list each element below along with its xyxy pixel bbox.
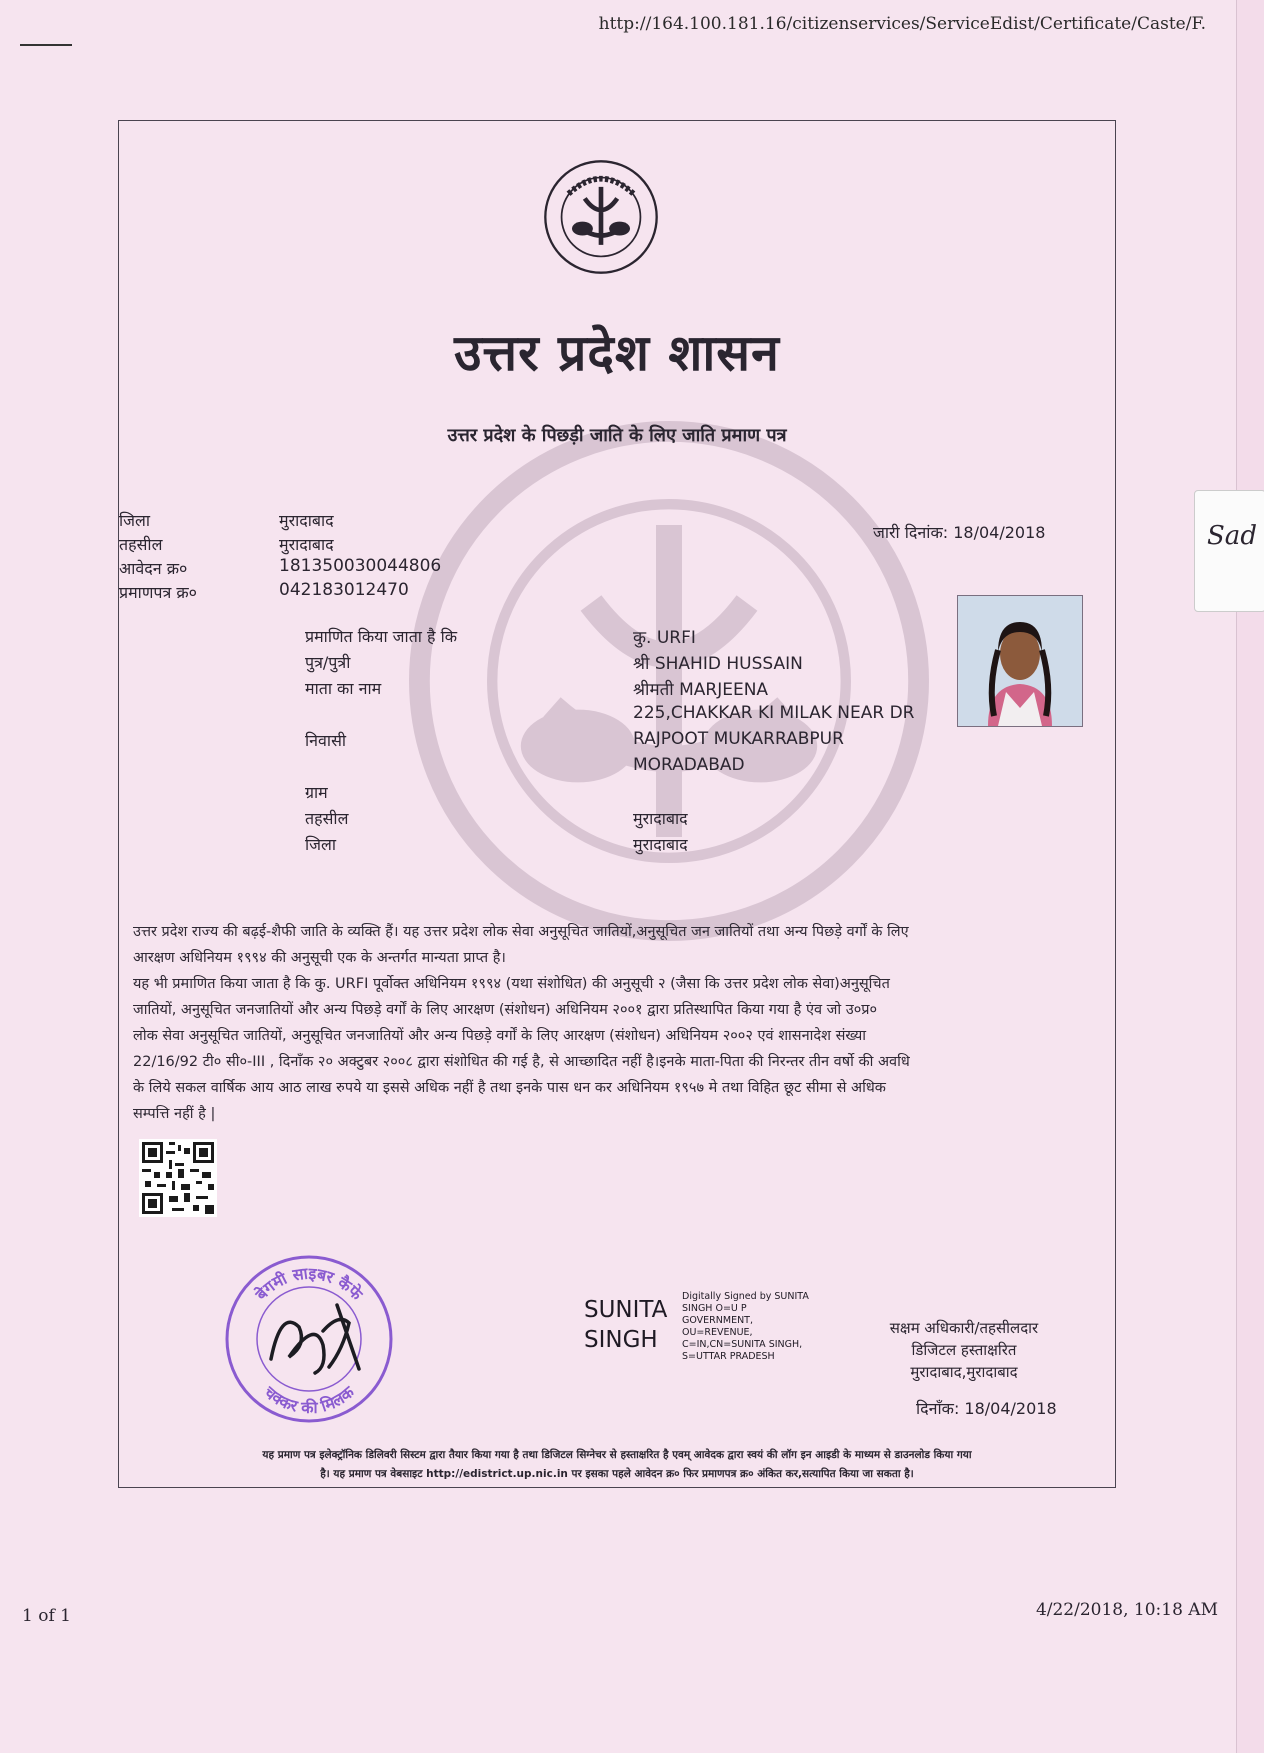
officer-location: मुरादाबाद,मुरादाबाद bbox=[910, 1363, 1018, 1381]
officer-designation: सक्षम अधिकारी/तहसीलदार bbox=[889, 1319, 1039, 1337]
certificate-subtitle: उत्तर प्रदेश के पिछड़ी जाति के लिए जाति प्रमाण पत्र bbox=[447, 425, 787, 446]
qr-code-icon bbox=[139, 1139, 217, 1217]
person-tehsil-label: तहसील bbox=[305, 809, 349, 828]
body-line: यह भी प्रमाणित किया जाता है कि कु. URFI पूर्वोक्त अधिनियम १९९४ (यथा संशोधित) की अनुसूची २ (जैसा कि उत्तर प्रदेश लोक सेवा)अनुसूचित bbox=[133, 976, 890, 992]
body-line: लोक सेवा अनुसूचित जातियों, अनुसूचित जनजातियों और अन्य पिछड़े वर्गों के लिए आरक्षण (संशोधन) अधिनियम २००२ एवं शासनादेश संख्या bbox=[133, 1028, 867, 1044]
applicant-name: कु. URFI bbox=[633, 628, 696, 648]
officer-signature-type: डिजिटल हस्ताक्षरित bbox=[911, 1341, 1017, 1359]
child-of-label: पुत्र/पुत्री bbox=[305, 653, 351, 672]
up-government-emblem-icon bbox=[543, 159, 659, 275]
issuing-officer bbox=[869, 1317, 1059, 1383]
father-name: श्री SHAHID HUSSAIN bbox=[633, 654, 803, 674]
footer-line: है। यह प्रमाण पत्र वेबसाइट http://edistrict.up.nic.in पर इसका पहले आवेदन क्र० फिर प्रमाणपत्र क्र० अंकित कर,सत्यापित किया जा सकता है। bbox=[320, 1468, 914, 1480]
issue-date: जारी दिनांक: 18/04/2018 bbox=[873, 523, 1046, 542]
certificate-frame bbox=[118, 120, 1116, 1488]
body-line: 22/16/92 टी० सी०-III , दिनाँक २० अक्टुबर २००८ द्वारा संशोधित की गई है, से आच्छादित नहीं है।इनके माता-पिता की निरन्तर तीन वर्षो की अवधि bbox=[133, 1054, 910, 1070]
digital-signature-details: Digitally Signed by SUNITA SINGH O=U P GOVERNMENT, OU=REVENUE, C=IN,CN=SUNITA SINGH, S=UTTAR PRADESH bbox=[682, 1291, 809, 1362]
body-line: जातियों, अनुसूचित जनजातियों और अन्य पिछड़े वर्गों के लिए आरक्षण (संशोधन) अधिनियम २००१ द्वारा प्रतिस्थापित किया गया है एंव जो उ०प्र० bbox=[133, 1002, 878, 1018]
stamp-bottom-text: चक्कर की मिलक bbox=[260, 1382, 358, 1418]
address-line: MORADABAD bbox=[633, 755, 745, 775]
applicant-photo bbox=[957, 595, 1083, 727]
side-note-text: Sad bbox=[1207, 521, 1257, 551]
handwritten-signature bbox=[271, 1305, 359, 1373]
body-line: के लिये सकल वार्षिक आय आठ लाख रुपये या इससे अधिक नहीं है तथा इनके पास धन कर अधिनियम १९५७ मे तथा विहित छूट सीमा से अधिक bbox=[133, 1080, 886, 1096]
print-timestamp: 4/22/2018, 10:18 AM bbox=[1035, 1600, 1218, 1620]
body-line: आरक्षण अधिनियम १९९४ की अनुसूची एक के अन्तर्गत मान्यता प्राप्त है। bbox=[133, 950, 506, 966]
print-page-count: 1 of 1 bbox=[22, 1606, 71, 1626]
certificate-body bbox=[133, 919, 1099, 1127]
side-sticky-note bbox=[1194, 490, 1264, 612]
application-number: 181350030044806 bbox=[279, 556, 442, 576]
resident-label: निवासी bbox=[305, 731, 347, 750]
address-line: RAJPOOT MUKARRABPUR bbox=[633, 729, 844, 749]
application-number-label: आवेदन क्र० bbox=[119, 559, 188, 578]
district-value: मुरादाबाद bbox=[279, 511, 334, 530]
body-line: उत्तर प्रदेश राज्य की बढ़ई-शैफी जाति के व्यक्ति हैं। यह उत्तर प्रदेश लोक सेवा अनुसूचित जातियों,अनुसूचित जन जातियों तथा अन्य पिछड़े वर्गों के लिए bbox=[133, 924, 909, 940]
browser-url: http://164.100.181.16/citizenservices/ServiceEdist/Certificate/Caste/F. bbox=[598, 14, 1206, 34]
person-tehsil-value: मुरादाबाद bbox=[633, 809, 688, 828]
cafe-stamp-icon bbox=[219, 1249, 399, 1429]
mother-label: माता का नाम bbox=[305, 679, 382, 698]
corner-mark bbox=[20, 44, 72, 46]
address-line: 225,CHAKKAR KI MILAK NEAR DR bbox=[633, 703, 915, 723]
stamp-top-text: बेगमी साइबर कैफे bbox=[251, 1263, 367, 1304]
mother-name: श्रीमती MARJEENA bbox=[633, 680, 769, 700]
tehsil-label: तहसील bbox=[119, 535, 163, 554]
certificate-number-label: प्रमाणपत्र क्र० bbox=[119, 583, 197, 602]
certificate-number: 042183012470 bbox=[279, 580, 409, 600]
officer-date: दिनाँक: 18/04/2018 bbox=[916, 1399, 1057, 1418]
certificate-footer bbox=[119, 1446, 1115, 1484]
certificate-title: उत्तर प्रदेश शासन bbox=[454, 323, 780, 382]
body-line: सम्पत्ति नहीं है | bbox=[133, 1106, 216, 1122]
person-district-label: जिला bbox=[305, 835, 337, 854]
footer-line: यह प्रमाण पत्र इलेक्ट्रॉनिक डिलिवरी सिस्टम द्वारा तैयार किया गया है तथा डिजिटल सिग्नेचर से हस्ताक्षरित है एवम् आवेदक द्वारा स्वयं की लॉग इन आइडी के माध्यम से डाउनलोड किया गया bbox=[262, 1449, 972, 1461]
district-label: जिला bbox=[119, 511, 151, 530]
digital-signer-name: SUNITA SINGH bbox=[584, 1297, 668, 1353]
certify-label: प्रमाणित किया जाता है कि bbox=[305, 627, 458, 646]
village-label: ग्राम bbox=[305, 783, 328, 802]
tehsil-value: मुरादाबाद bbox=[279, 535, 334, 554]
person-district-value: मुरादाबाद bbox=[633, 835, 688, 854]
